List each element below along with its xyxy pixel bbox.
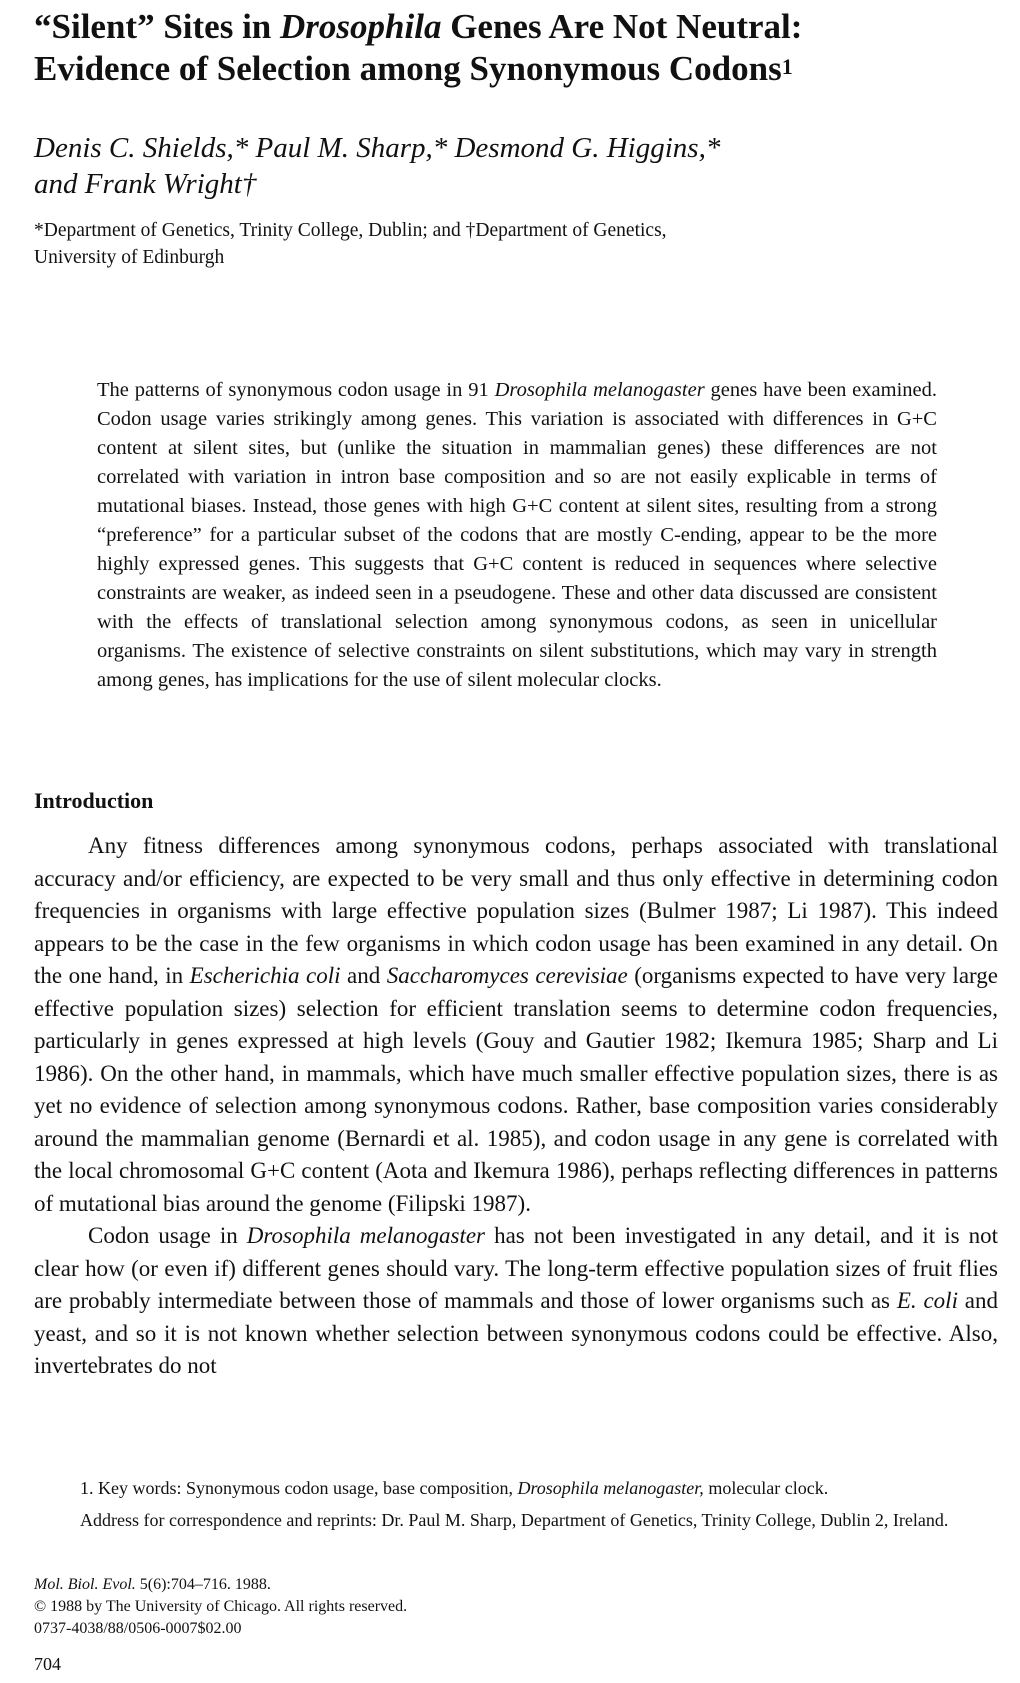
page-number: 704 — [34, 1654, 61, 1674]
affiliation-line-1: *Department of Genetics, Trinity College, Dublin; and †Department of Genetics, — [34, 220, 667, 241]
author-line-1: Denis C. Shields,* Paul M. Sharp,* Desmond G. Higgins,* — [34, 132, 721, 164]
title-part-4: Evidence of Selection among Synonymous Codons — [34, 49, 782, 88]
keywords-part-c: molecular clock. — [703, 1478, 829, 1498]
footnote-address: Address for correspondence and reprints: Dr. Paul M. Sharp, Department of Genetics, Trinity College, Dublin 2, Ireland. — [80, 1510, 949, 1530]
abstract-species: Drosophila melanogaster — [494, 379, 705, 401]
title-part-1: “Silent” Sites in — [34, 7, 281, 46]
intro-p1-e: (organisms expected to have very large effective population sizes) selection for efficient translation seems to determine codon frequencies, particularly in genes expressed at high levels (Gouy and Gautier 1982; Ikemura 1985; Sharp and Li 1986). On the other hand, in mammals, which have much smaller effective population sizes, there is as yet no evidence of selection among synonymous codons. Rather, base composition varies considerably around the mammalian genome (Bernardi et al. 1985), and codon usage in any gene is correlated with the local chromosomal G+C content (Aota and Ikemura 1986), perhaps reflecting differences in patterns of mutational bias around the genome (Filipski 1987). — [34, 963, 998, 1216]
title-footnote-mark: 1 — [781, 54, 793, 79]
introduction-body — [34, 830, 998, 1383]
footnote-keywords — [34, 1476, 998, 1500]
introduction-heading: Introduction — [34, 788, 154, 813]
abstract — [97, 376, 937, 695]
intro-p2-e: and yeast, and so it is not known whether selection between synonymous codons could be effective. Also, invertebrates do not — [34, 1288, 999, 1378]
keywords-part-a: 1. Key words: Synonymous codon usage, base composition, — [80, 1478, 518, 1498]
intro-p1-c: and — [340, 963, 387, 988]
citation-code: 0737-4038/88/0506-0007$02.00 — [34, 1620, 242, 1637]
intro-p1-a: Any fitness differences among synonymous codons, perhaps associated with translational accuracy and/or efficiency, are expected to be very small and thus only effective in determining codon frequencies in organisms with large effective population sizes (Bulmer 1987; Li 1987). This indeed appears to be the case in the few organisms in which codon usage has been examined in any detail. On the one hand, in — [34, 833, 998, 988]
title-part-3: Genes Are Not Neutral: — [441, 7, 803, 46]
author-line-2: and Frank Wright† — [34, 168, 257, 200]
keywords-part-b: Drosophila melanogaster, — [517, 1478, 704, 1498]
intro-p1-d: Saccharomyces cerevisiae — [386, 963, 628, 988]
intro-p1-b: Escherichia coli — [189, 963, 341, 988]
title-part-2: Drosophila — [280, 7, 442, 46]
abstract-part-1: The patterns of synonymous codon usage in 91 — [97, 379, 495, 401]
author-list — [34, 130, 994, 202]
citation-journal: Mol. Biol. Evol. — [34, 1576, 136, 1593]
citation-copyright: © 1988 by The University of Chicago. All rights reserved. — [34, 1598, 408, 1615]
citation-journal-line — [34, 1574, 407, 1596]
article-title — [34, 6, 994, 90]
affiliation-line-2: University of Edinburgh — [34, 247, 225, 268]
affiliations — [34, 217, 994, 271]
intro-paragraph-2 — [34, 1220, 998, 1383]
intro-p2-a: Codon usage in — [88, 1223, 247, 1248]
intro-p2-c: has not been investigated in any detail, and it is not clear how (or even if) different genes should vary. The long-term effective population sizes of fruit flies are probably intermediate between those of mammals and those of lower organisms such as — [34, 1223, 998, 1313]
citation-volume: 5(6):704–716. 1988. — [135, 1576, 271, 1593]
abstract-part-3: genes have been examined. Codon usage varies strikingly among genes. This variation is associated with differences in G+C content at silent sites, but (unlike the situation in mammalian genes) these differences are not correlated with variation in intron base composition and so are not easily explicable in terms of mutational biases. Instead, those genes with high G+C content at silent sites, resulting from a strong “preference” for a particular subset of the codons that are mostly C-ending, appear to be the more highly expressed genes. This suggests that G+C content is reduced in sequences where selective constraints are weaker, as indeed seen in a pseudogene. These and other data discussed are consistent with the effects of translational selection among synonymous codons, as seen in unicellular organisms. The existence of selective constraints on silent substitutions, which may vary in strength among genes, has implications for the use of silent molecular clocks. — [97, 379, 937, 691]
intro-paragraph-1 — [34, 830, 998, 1220]
intro-p2-b: Drosophila melanogaster — [246, 1223, 486, 1248]
journal-citation — [34, 1574, 407, 1640]
intro-p2-d: E. coli — [896, 1288, 958, 1313]
